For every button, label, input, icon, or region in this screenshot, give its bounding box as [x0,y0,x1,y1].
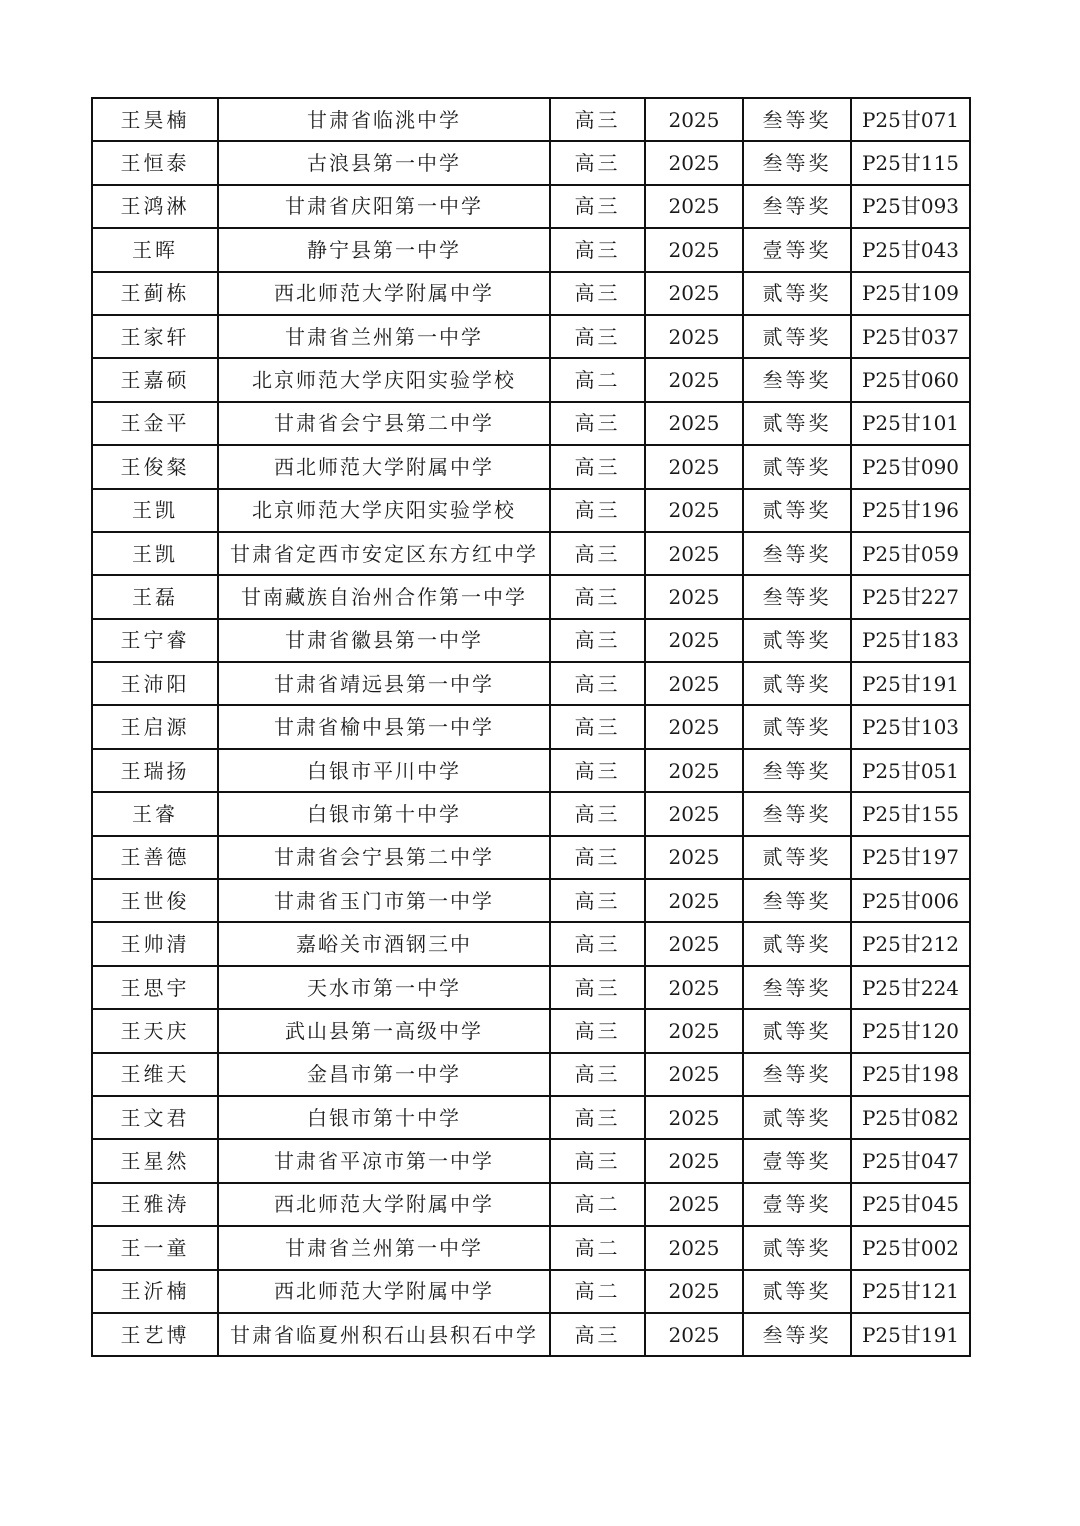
student-name-cell: 王沛阳 [92,662,218,705]
table-row [92,966,970,1009]
student-name-cell: 王瑞扬 [92,749,218,792]
student-name-cell: 王睿 [92,792,218,835]
certificate-code-cell: P25甘037 [851,315,970,358]
certificate-code-cell: P25甘051 [851,749,970,792]
year-cell: 2025 [645,185,743,228]
student-name-cell: 王沂楠 [92,1270,218,1313]
award-cell: 贰等奖 [743,619,851,662]
certificate-code-cell: P25甘120 [851,1009,970,1052]
certificate-code-cell: P25甘198 [851,1053,970,1096]
year-cell: 2025 [645,836,743,879]
school-cell: 甘肃省定西市安定区东方红中学 [218,532,550,575]
student-name-cell: 王俊粲 [92,445,218,488]
school-cell: 西北师范大学附属中学 [218,1270,550,1313]
year-cell: 2025 [645,792,743,835]
certificate-code-cell: P25甘197 [851,836,970,879]
table-row [92,1183,970,1226]
table-row [92,1226,970,1269]
school-cell: 白银市第十中学 [218,1096,550,1139]
grade-cell: 高三 [550,966,645,1009]
award-cell: 叁等奖 [743,879,851,922]
grade-cell: 高三 [550,619,645,662]
year-cell: 2025 [645,1183,743,1226]
grade-cell: 高二 [550,1183,645,1226]
year-cell: 2025 [645,575,743,618]
school-cell: 嘉峪关市酒钢三中 [218,922,550,965]
school-cell: 北京师范大学庆阳实验学校 [218,489,550,532]
award-cell: 贰等奖 [743,445,851,488]
student-name-cell: 王金平 [92,402,218,445]
table-row [92,402,970,445]
student-name-cell: 王艺博 [92,1313,218,1356]
certificate-code-cell: P25甘093 [851,185,970,228]
award-cell: 贰等奖 [743,272,851,315]
year-cell: 2025 [645,358,743,401]
award-cell: 叁等奖 [743,966,851,1009]
student-name-cell: 王鸿淋 [92,185,218,228]
grade-cell: 高三 [550,1313,645,1356]
table-row [92,228,970,271]
grade-cell: 高三 [550,315,645,358]
year-cell: 2025 [645,228,743,271]
certificate-code-cell: P25甘047 [851,1139,970,1182]
award-cell: 贰等奖 [743,922,851,965]
grade-cell: 高三 [550,836,645,879]
school-cell: 白银市平川中学 [218,749,550,792]
grade-cell: 高二 [550,1270,645,1313]
table-row [92,879,970,922]
student-name-cell: 王帅清 [92,922,218,965]
student-name-cell: 王昊楠 [92,98,218,141]
school-cell: 甘肃省兰州第一中学 [218,315,550,358]
awards-table-body [92,98,970,1356]
year-cell: 2025 [645,705,743,748]
grade-cell: 高三 [550,575,645,618]
table-row [92,922,970,965]
table-row [92,1096,970,1139]
table-row [92,445,970,488]
student-name-cell: 王启源 [92,705,218,748]
school-cell: 甘肃省会宁县第二中学 [218,402,550,445]
year-cell: 2025 [645,619,743,662]
school-cell: 金昌市第一中学 [218,1053,550,1096]
student-name-cell: 王嘉硕 [92,358,218,401]
grade-cell: 高三 [550,1096,645,1139]
year-cell: 2025 [645,1226,743,1269]
student-name-cell: 王宁睿 [92,619,218,662]
year-cell: 2025 [645,1096,743,1139]
school-cell: 甘肃省临洮中学 [218,98,550,141]
table-row [92,792,970,835]
certificate-code-cell: P25甘101 [851,402,970,445]
award-cell: 贰等奖 [743,1009,851,1052]
year-cell: 2025 [645,141,743,184]
award-cell: 贰等奖 [743,662,851,705]
school-cell: 甘肃省榆中县第一中学 [218,705,550,748]
table-row [92,1270,970,1313]
grade-cell: 高三 [550,532,645,575]
table-row [92,749,970,792]
award-cell: 叁等奖 [743,185,851,228]
table-row [92,315,970,358]
award-cell: 壹等奖 [743,1139,851,1182]
award-cell: 叁等奖 [743,141,851,184]
award-cell: 叁等奖 [743,358,851,401]
school-cell: 天水市第一中学 [218,966,550,1009]
award-cell: 叁等奖 [743,1053,851,1096]
student-name-cell: 王思宇 [92,966,218,1009]
year-cell: 2025 [645,1053,743,1096]
school-cell: 静宁县第一中学 [218,228,550,271]
table-row [92,489,970,532]
award-cell: 叁等奖 [743,1313,851,1356]
certificate-code-cell: P25甘109 [851,272,970,315]
grade-cell: 高二 [550,1226,645,1269]
school-cell: 西北师范大学附属中学 [218,445,550,488]
student-name-cell: 王凯 [92,532,218,575]
award-cell: 叁等奖 [743,792,851,835]
school-cell: 甘肃省兰州第一中学 [218,1226,550,1269]
year-cell: 2025 [645,749,743,792]
student-name-cell: 王世俊 [92,879,218,922]
award-cell: 贰等奖 [743,1096,851,1139]
school-cell: 甘肃省平凉市第一中学 [218,1139,550,1182]
year-cell: 2025 [645,966,743,1009]
award-cell: 贰等奖 [743,836,851,879]
year-cell: 2025 [645,1313,743,1356]
student-name-cell: 王恒泰 [92,141,218,184]
year-cell: 2025 [645,1139,743,1182]
certificate-code-cell: P25甘115 [851,141,970,184]
year-cell: 2025 [645,662,743,705]
school-cell: 甘肃省靖远县第一中学 [218,662,550,705]
certificate-code-cell: P25甘121 [851,1270,970,1313]
certificate-code-cell: P25甘082 [851,1096,970,1139]
table-row [92,1313,970,1356]
awards-table [91,97,971,1357]
certificate-code-cell: P25甘224 [851,966,970,1009]
table-row [92,1053,970,1096]
award-cell: 贰等奖 [743,705,851,748]
table-row [92,619,970,662]
certificate-code-cell: P25甘212 [851,922,970,965]
school-cell: 古浪县第一中学 [218,141,550,184]
student-name-cell: 王雅涛 [92,1183,218,1226]
award-cell: 贰等奖 [743,1270,851,1313]
table-row [92,185,970,228]
award-cell: 贰等奖 [743,402,851,445]
school-cell: 甘肃省徽县第一中学 [218,619,550,662]
student-name-cell: 王蓟栋 [92,272,218,315]
student-name-cell: 王文君 [92,1096,218,1139]
grade-cell: 高三 [550,489,645,532]
certificate-code-cell: P25甘196 [851,489,970,532]
certificate-code-cell: P25甘002 [851,1226,970,1269]
year-cell: 2025 [645,402,743,445]
grade-cell: 高三 [550,792,645,835]
school-cell: 甘肃省庆阳第一中学 [218,185,550,228]
certificate-code-cell: P25甘227 [851,575,970,618]
year-cell: 2025 [645,1009,743,1052]
table-row [92,1139,970,1182]
award-cell: 叁等奖 [743,749,851,792]
table-row [92,98,970,141]
student-name-cell: 王家轩 [92,315,218,358]
grade-cell: 高三 [550,662,645,705]
year-cell: 2025 [645,272,743,315]
school-cell: 西北师范大学附属中学 [218,1183,550,1226]
certificate-code-cell: P25甘191 [851,1313,970,1356]
grade-cell: 高三 [550,1009,645,1052]
grade-cell: 高三 [550,879,645,922]
grade-cell: 高二 [550,358,645,401]
certificate-code-cell: P25甘103 [851,705,970,748]
award-cell: 叁等奖 [743,575,851,618]
table-row [92,358,970,401]
year-cell: 2025 [645,1270,743,1313]
table-row [92,272,970,315]
certificate-code-cell: P25甘059 [851,532,970,575]
certificate-code-cell: P25甘043 [851,228,970,271]
certificate-code-cell: P25甘045 [851,1183,970,1226]
grade-cell: 高三 [550,922,645,965]
student-name-cell: 王晖 [92,228,218,271]
student-name-cell: 王善德 [92,836,218,879]
year-cell: 2025 [645,315,743,358]
school-cell: 武山县第一高级中学 [218,1009,550,1052]
award-cell: 贰等奖 [743,315,851,358]
grade-cell: 高三 [550,185,645,228]
table-row [92,1009,970,1052]
award-cell: 壹等奖 [743,228,851,271]
certificate-code-cell: P25甘155 [851,792,970,835]
year-cell: 2025 [645,98,743,141]
year-cell: 2025 [645,879,743,922]
grade-cell: 高三 [550,272,645,315]
award-cell: 贰等奖 [743,489,851,532]
grade-cell: 高三 [550,445,645,488]
student-name-cell: 王一童 [92,1226,218,1269]
grade-cell: 高三 [550,1139,645,1182]
student-name-cell: 王磊 [92,575,218,618]
grade-cell: 高三 [550,749,645,792]
award-cell: 叁等奖 [743,532,851,575]
certificate-code-cell: P25甘191 [851,662,970,705]
certificate-code-cell: P25甘006 [851,879,970,922]
table-row [92,705,970,748]
student-name-cell: 王天庆 [92,1009,218,1052]
table-row [92,532,970,575]
school-cell: 甘肃省玉门市第一中学 [218,879,550,922]
grade-cell: 高三 [550,98,645,141]
school-cell: 北京师范大学庆阳实验学校 [218,358,550,401]
student-name-cell: 王凯 [92,489,218,532]
grade-cell: 高三 [550,228,645,271]
table-row [92,836,970,879]
year-cell: 2025 [645,532,743,575]
school-cell: 甘肃省会宁县第二中学 [218,836,550,879]
school-cell: 西北师范大学附属中学 [218,272,550,315]
year-cell: 2025 [645,922,743,965]
award-cell: 壹等奖 [743,1183,851,1226]
year-cell: 2025 [645,445,743,488]
award-cell: 贰等奖 [743,1226,851,1269]
table-row [92,141,970,184]
certificate-code-cell: P25甘090 [851,445,970,488]
certificate-code-cell: P25甘183 [851,619,970,662]
school-cell: 白银市第十中学 [218,792,550,835]
certificate-code-cell: P25甘071 [851,98,970,141]
student-name-cell: 王维天 [92,1053,218,1096]
school-cell: 甘肃省临夏州积石山县积石中学 [218,1313,550,1356]
grade-cell: 高三 [550,1053,645,1096]
grade-cell: 高三 [550,402,645,445]
student-name-cell: 王星然 [92,1139,218,1182]
school-cell: 甘南藏族自治州合作第一中学 [218,575,550,618]
table-row [92,662,970,705]
table-row [92,575,970,618]
grade-cell: 高三 [550,705,645,748]
grade-cell: 高三 [550,141,645,184]
certificate-code-cell: P25甘060 [851,358,970,401]
year-cell: 2025 [645,489,743,532]
award-cell: 叁等奖 [743,98,851,141]
